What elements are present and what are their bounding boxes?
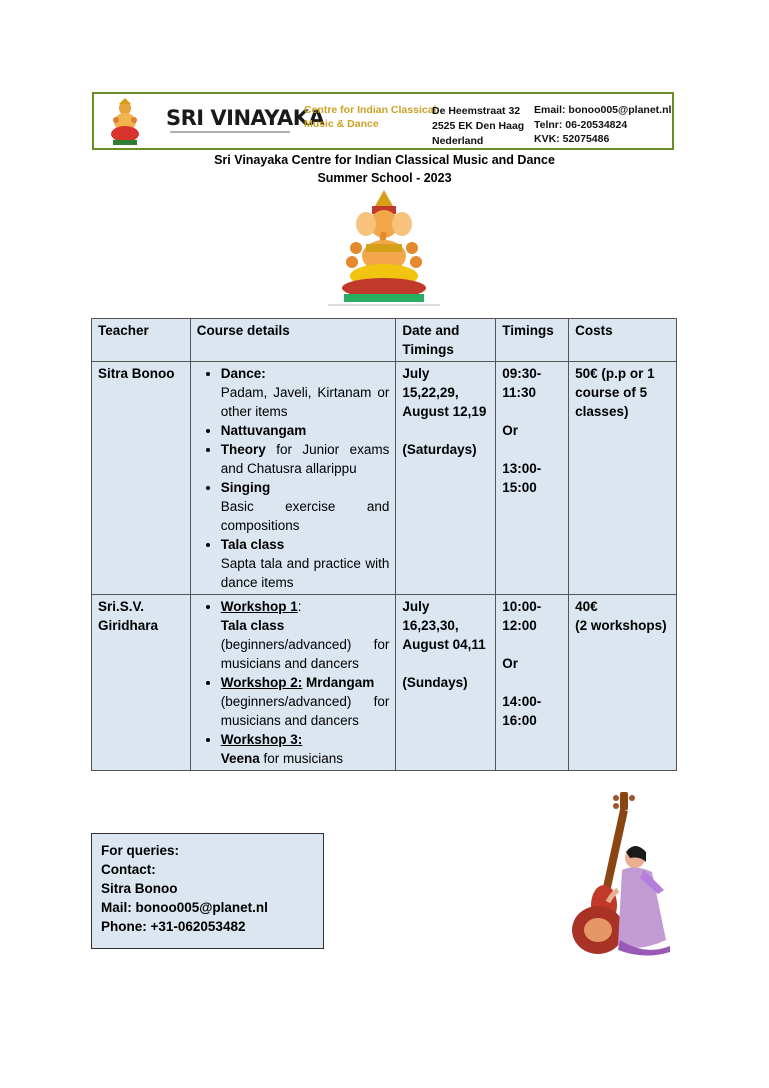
item-text: Padam, Javeli, Kirtanam or other items bbox=[220, 385, 390, 419]
item-text: (beginners/advanced) for musicians and dancers bbox=[220, 637, 390, 671]
item-title: Tala class bbox=[220, 537, 285, 552]
item-title: Dance: bbox=[220, 366, 266, 381]
course-table bbox=[91, 318, 677, 771]
date-cell bbox=[396, 362, 496, 595]
header-date-and-timings: Date and Timings bbox=[396, 319, 496, 362]
document-subtitle: Summer School - 2023 bbox=[317, 171, 452, 185]
logo-text: SRI VINAYAKA bbox=[166, 106, 325, 130]
course-list bbox=[197, 597, 390, 768]
queries-heading: For queries: bbox=[101, 843, 180, 858]
item-suffix: Mrdangam bbox=[302, 675, 375, 690]
queries-mail: Mail: bonoo005@planet.nl bbox=[101, 900, 268, 915]
time-slot: 13:00-15:00 bbox=[502, 461, 542, 495]
contact-kvk: KVK: 52075486 bbox=[534, 133, 610, 145]
cost-cell bbox=[569, 595, 677, 771]
date-cell bbox=[396, 595, 496, 771]
queries-phone: Phone: +31-062053482 bbox=[101, 919, 246, 934]
timings-cell bbox=[496, 595, 569, 771]
queries-box bbox=[91, 833, 324, 949]
time-slot: 10:00-12:00 bbox=[502, 599, 542, 633]
or-text: Or bbox=[502, 423, 519, 438]
time-slot: 09:30-11:30 bbox=[502, 366, 542, 400]
course-details-cell bbox=[190, 595, 396, 771]
item-subtitle: Veena bbox=[220, 751, 260, 766]
item-title: Theory bbox=[220, 442, 266, 457]
address-line: De Heemstraat 32 bbox=[432, 105, 521, 117]
letterhead-tagline bbox=[304, 103, 437, 131]
ganesha-logo-icon bbox=[108, 98, 142, 146]
teacher-cell: Sri.S.V. Giridhara bbox=[92, 595, 191, 771]
tagline-line: Centre for Indian Classical bbox=[304, 104, 437, 116]
ganesha-illustration-icon bbox=[328, 190, 440, 306]
item-text: for musicians bbox=[259, 751, 344, 766]
header-timings: Timings bbox=[496, 319, 569, 362]
list-item bbox=[221, 364, 390, 421]
header-teacher: Teacher bbox=[92, 319, 191, 362]
table-row bbox=[92, 362, 677, 595]
date-text: July 15,22,29, August 12,19 bbox=[402, 366, 487, 419]
tanpura-player-illustration-icon bbox=[560, 790, 675, 960]
letterhead-address bbox=[432, 104, 524, 149]
queries-contact-name: Sitra Bonoo bbox=[101, 881, 178, 896]
contact-email: Email: bonoo005@planet.nl bbox=[534, 104, 672, 116]
list-item bbox=[221, 730, 390, 768]
item-suffix: : bbox=[297, 599, 302, 614]
address-line: 2525 EK Den Haag bbox=[432, 120, 525, 132]
queries-contact-label: Contact: bbox=[101, 862, 156, 877]
tagline-line: Music & Dance bbox=[304, 118, 379, 130]
table-row bbox=[92, 595, 677, 771]
list-item bbox=[221, 440, 390, 478]
timings-cell bbox=[496, 362, 569, 595]
logo-swoosh bbox=[170, 131, 290, 133]
course-details-cell bbox=[190, 362, 396, 595]
address-line: Nederland bbox=[432, 135, 484, 147]
day-text: (Sundays) bbox=[402, 675, 468, 690]
item-title: Workshop 1 bbox=[220, 599, 298, 614]
cost-cell: 50€ (p.p or 1 course of 5 classes) bbox=[569, 362, 677, 595]
list-item bbox=[221, 673, 390, 730]
list-item bbox=[221, 421, 390, 440]
document-title: Sri Vinayaka Centre for Indian Classical Music and Dance bbox=[214, 153, 555, 167]
letterhead bbox=[92, 92, 674, 150]
item-subtitle: Tala class bbox=[220, 618, 285, 633]
header-costs: Costs bbox=[569, 319, 677, 362]
table-header-row bbox=[92, 319, 677, 362]
item-text: Basic exercise and compositions bbox=[220, 499, 390, 533]
contact-phone: Telnr: 06-20534824 bbox=[534, 118, 628, 131]
or-text: Or bbox=[502, 656, 519, 671]
cost-note: (2 workshops) bbox=[575, 618, 667, 633]
time-slot: 14:00-16:00 bbox=[502, 694, 542, 728]
list-item bbox=[221, 478, 390, 535]
item-title: Singing bbox=[220, 480, 271, 495]
item-title: Workshop 3: bbox=[220, 732, 303, 747]
list-item bbox=[221, 535, 390, 592]
header-course-details: Course details bbox=[190, 319, 396, 362]
item-title: Workshop 2: bbox=[220, 675, 303, 690]
item-title: Nattuvangam bbox=[220, 423, 307, 438]
letterhead-contact bbox=[534, 103, 671, 147]
course-list bbox=[197, 364, 390, 592]
day-text: (Saturdays) bbox=[402, 442, 477, 457]
teacher-cell: Sitra Bonoo bbox=[92, 362, 191, 595]
item-text: (beginners/advanced) for musicians and dancers bbox=[220, 694, 390, 728]
list-item bbox=[221, 597, 390, 673]
date-text: July 16,23,30, August 04,11 bbox=[402, 599, 486, 652]
item-text: for Junior exams and Chatusra allarippu bbox=[220, 442, 390, 476]
cost-amount: 40€ bbox=[575, 599, 598, 614]
item-text: Sapta tala and practice with dance items bbox=[220, 556, 390, 590]
